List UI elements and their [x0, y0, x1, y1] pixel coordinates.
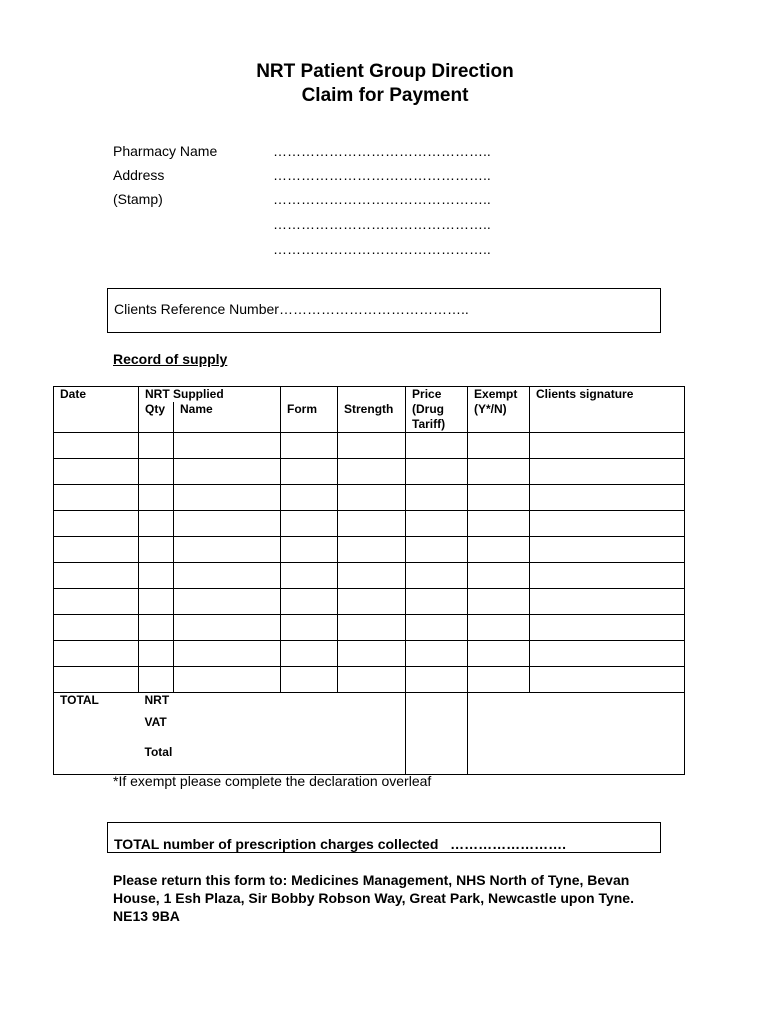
- return-address: Please return this form to: Medicines Management, NHS North of Tyne, Bevan House, 1 Esh Plaza, Sir Bobby Robson Way, Great Park, Newcastle upon Tyne. NE13 9BA: [113, 872, 634, 924]
- header-date: Date: [54, 387, 139, 433]
- cell-signature[interactable]: [530, 667, 685, 693]
- address-field-line-4[interactable]: ………………………………………..: [273, 241, 491, 257]
- cell-strength[interactable]: [338, 563, 406, 589]
- cell-price[interactable]: [406, 485, 468, 511]
- cell-exempt[interactable]: [468, 459, 530, 485]
- totals-remaining-cell[interactable]: [468, 693, 685, 775]
- cell-name[interactable]: [174, 615, 281, 641]
- cell-name[interactable]: [174, 537, 281, 563]
- totals-price-cell[interactable]: [406, 693, 468, 775]
- reference-number-box[interactable]: [107, 288, 661, 333]
- cell-price[interactable]: [406, 433, 468, 459]
- cell-price[interactable]: [406, 563, 468, 589]
- cell-exempt[interactable]: [468, 511, 530, 537]
- cell-date[interactable]: [54, 511, 139, 537]
- header-qty: Qty: [139, 402, 174, 433]
- cell-date[interactable]: [54, 485, 139, 511]
- cell-exempt[interactable]: [468, 641, 530, 667]
- cell-date[interactable]: [54, 433, 139, 459]
- table-row: [54, 563, 685, 589]
- cell-exempt[interactable]: [468, 589, 530, 615]
- reference-number-label: Clients Reference Number…………………………………..: [114, 301, 469, 317]
- cell-strength[interactable]: [338, 459, 406, 485]
- cell-form[interactable]: [281, 615, 338, 641]
- totals-row: [54, 693, 685, 775]
- cell-signature[interactable]: [530, 641, 685, 667]
- cell-exempt[interactable]: [468, 667, 530, 693]
- cell-qty[interactable]: [139, 485, 174, 511]
- cell-qty[interactable]: [139, 459, 174, 485]
- cell-qty[interactable]: [139, 589, 174, 615]
- supply-table: [53, 386, 685, 775]
- cell-exempt[interactable]: [468, 485, 530, 511]
- pharmacy-name-field[interactable]: ………………………………………..: [273, 143, 491, 159]
- table-header-row: [54, 387, 685, 403]
- cell-date[interactable]: [54, 459, 139, 485]
- header-name: Name: [174, 402, 281, 433]
- cell-exempt[interactable]: [468, 537, 530, 563]
- address-field-line-3[interactable]: ………………………………………..: [273, 216, 491, 232]
- cell-qty[interactable]: [139, 641, 174, 667]
- cell-form[interactable]: [281, 485, 338, 511]
- totals-total: Total: [144, 745, 173, 759]
- cell-strength[interactable]: [338, 511, 406, 537]
- cell-date[interactable]: [54, 615, 139, 641]
- cell-signature[interactable]: [530, 459, 685, 485]
- cell-signature[interactable]: [530, 563, 685, 589]
- header-exempt: Exempt (Y*/N): [468, 387, 530, 433]
- cell-signature[interactable]: [530, 433, 685, 459]
- supply-rows: [54, 433, 685, 693]
- cell-exempt[interactable]: [468, 433, 530, 459]
- header-form: Form: [281, 402, 338, 433]
- cell-name[interactable]: [174, 563, 281, 589]
- cell-price[interactable]: [406, 537, 468, 563]
- cell-form[interactable]: [281, 667, 338, 693]
- totals-breakdown: [139, 693, 406, 775]
- cell-date[interactable]: [54, 641, 139, 667]
- cell-date[interactable]: [54, 589, 139, 615]
- cell-strength[interactable]: [338, 667, 406, 693]
- cell-strength[interactable]: [338, 589, 406, 615]
- cell-form[interactable]: [281, 589, 338, 615]
- cell-signature[interactable]: [530, 589, 685, 615]
- header-form-top: [281, 387, 338, 403]
- cell-form[interactable]: [281, 459, 338, 485]
- cell-name[interactable]: [174, 511, 281, 537]
- document-subtitle: Claim for Payment: [301, 85, 469, 106]
- stamp-label: (Stamp): [113, 191, 163, 207]
- header-strength: Strength: [338, 402, 406, 433]
- cell-strength[interactable]: [338, 485, 406, 511]
- cell-name[interactable]: [174, 459, 281, 485]
- cell-form[interactable]: [281, 641, 338, 667]
- cell-qty[interactable]: [139, 615, 174, 641]
- cell-price[interactable]: [406, 511, 468, 537]
- table-row: [54, 459, 685, 485]
- cell-strength[interactable]: [338, 615, 406, 641]
- cell-exempt[interactable]: [468, 563, 530, 589]
- totals-vat: VAT: [144, 715, 167, 729]
- address-label: Address: [113, 167, 165, 183]
- cell-signature[interactable]: [530, 485, 685, 511]
- table-row: [54, 641, 685, 667]
- pharmacy-name-label: Pharmacy Name: [113, 143, 218, 159]
- header-nrt-supplied: NRT Supplied: [139, 387, 281, 403]
- prescription-charges-label: TOTAL number of prescription charges collected …………………….: [114, 836, 566, 852]
- table-row: [54, 485, 685, 511]
- cell-qty[interactable]: [139, 563, 174, 589]
- cell-name[interactable]: [174, 485, 281, 511]
- cell-name[interactable]: [174, 667, 281, 693]
- cell-exempt[interactable]: [468, 615, 530, 641]
- cell-strength[interactable]: [338, 537, 406, 563]
- cell-name[interactable]: [174, 641, 281, 667]
- table-row: [54, 615, 685, 641]
- cell-qty[interactable]: [139, 537, 174, 563]
- cell-form[interactable]: [281, 537, 338, 563]
- cell-price[interactable]: [406, 459, 468, 485]
- table-row: [54, 433, 685, 459]
- prescription-charges-box[interactable]: [107, 822, 661, 853]
- cell-signature[interactable]: [530, 615, 685, 641]
- cell-price[interactable]: [406, 615, 468, 641]
- table-row: [54, 667, 685, 693]
- cell-price[interactable]: [406, 641, 468, 667]
- header-clients-signature: Clients signature: [530, 387, 685, 433]
- cell-strength[interactable]: [338, 641, 406, 667]
- totals-nrt: NRT: [144, 693, 170, 707]
- cell-date[interactable]: [54, 667, 139, 693]
- cell-date[interactable]: [54, 563, 139, 589]
- totals-label: TOTAL: [54, 693, 139, 775]
- header-strength-top: [338, 387, 406, 403]
- exempt-footnote: *If exempt please complete the declaration overleaf: [113, 773, 432, 789]
- table-row: [54, 589, 685, 615]
- cell-price[interactable]: [406, 589, 468, 615]
- cell-name[interactable]: [174, 433, 281, 459]
- table-row: [54, 511, 685, 537]
- cell-signature[interactable]: [530, 537, 685, 563]
- address-field-line-1[interactable]: ………………………………………..: [273, 167, 491, 183]
- header-price: Price (Drug Tariff): [406, 387, 468, 433]
- cell-name[interactable]: [174, 589, 281, 615]
- cell-form[interactable]: [281, 511, 338, 537]
- record-of-supply-heading: Record of supply: [113, 351, 228, 367]
- cell-qty[interactable]: [139, 433, 174, 459]
- cell-signature[interactable]: [530, 511, 685, 537]
- table-row: [54, 537, 685, 563]
- cell-price[interactable]: [406, 667, 468, 693]
- cell-qty[interactable]: [139, 511, 174, 537]
- document-title: NRT Patient Group Direction: [256, 61, 514, 82]
- cell-form[interactable]: [281, 433, 338, 459]
- cell-qty[interactable]: [139, 667, 174, 693]
- cell-strength[interactable]: [338, 433, 406, 459]
- address-field-line-2[interactable]: ………………………………………..: [273, 191, 491, 207]
- cell-form[interactable]: [281, 563, 338, 589]
- cell-date[interactable]: [54, 537, 139, 563]
